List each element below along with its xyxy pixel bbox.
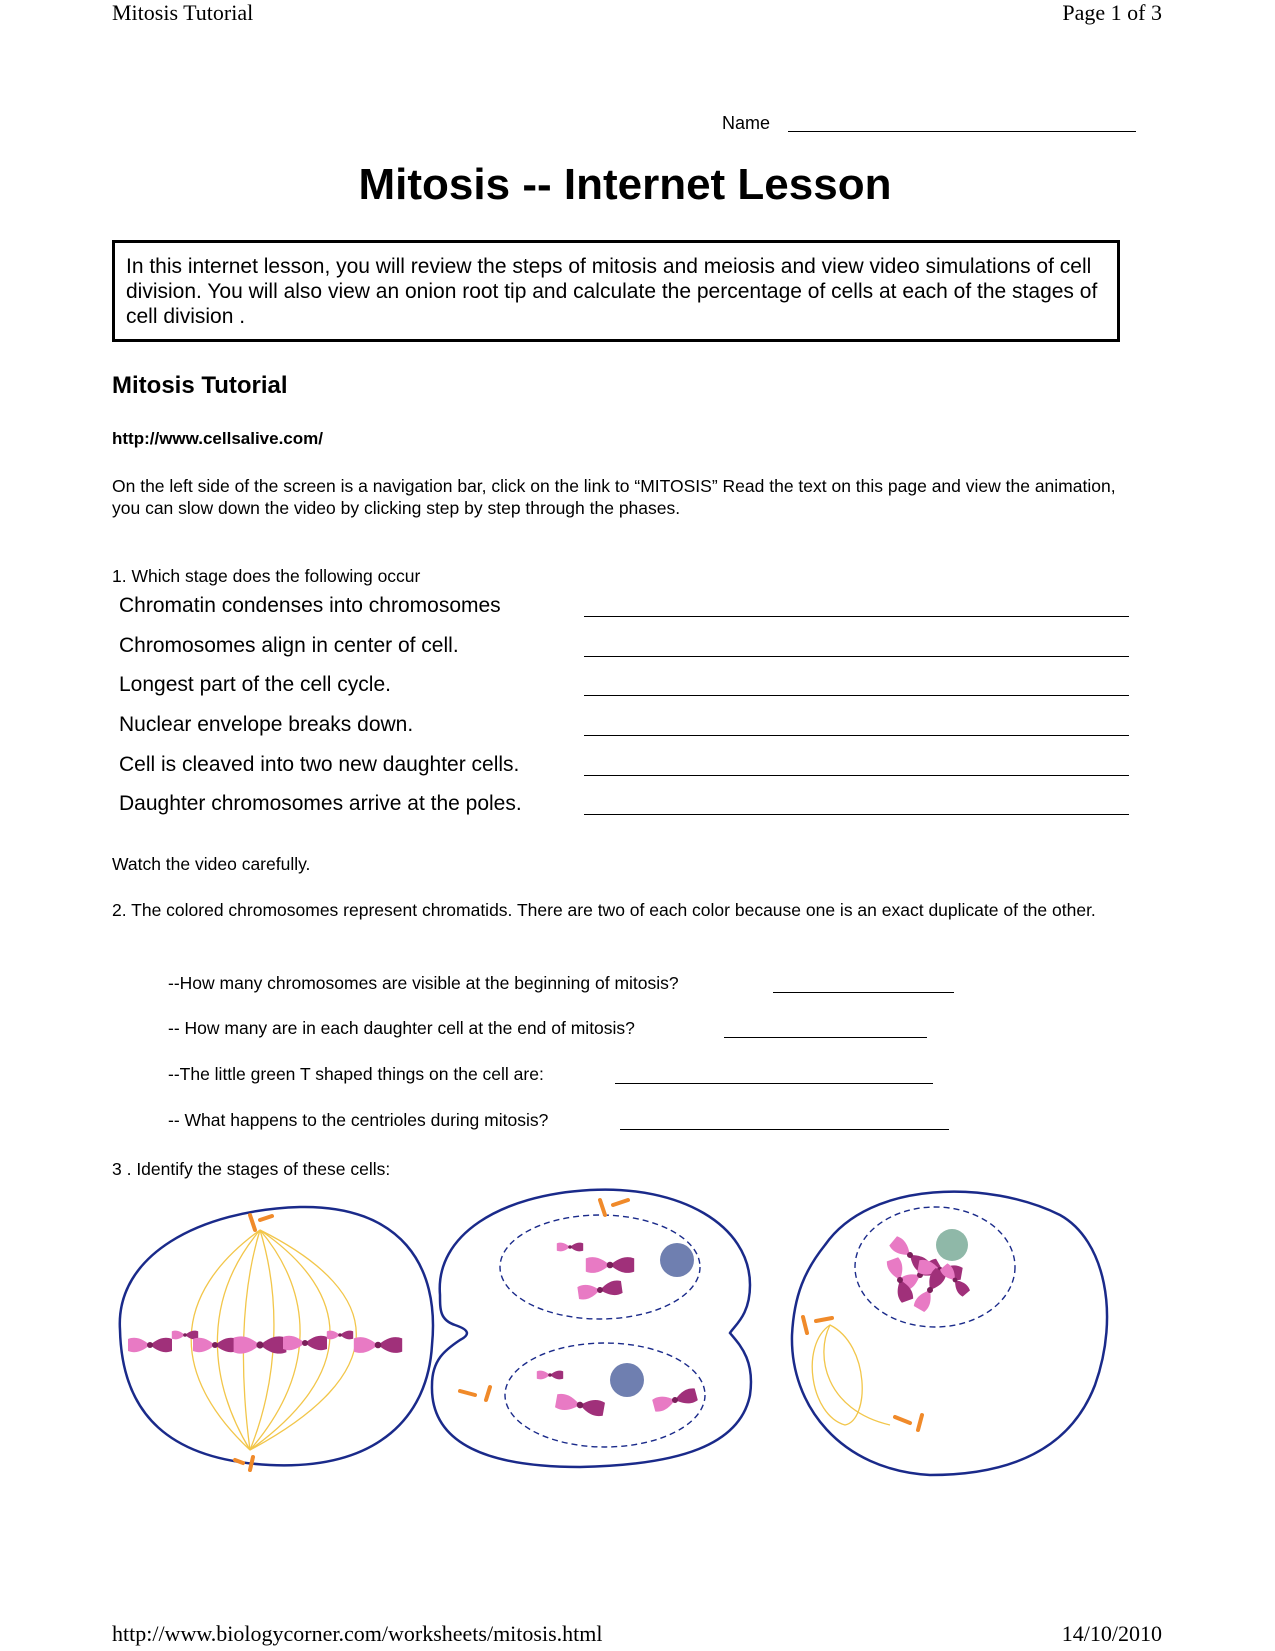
header-page-number: Page 1 of 3 <box>1062 0 1162 25</box>
centriole-icon <box>250 1215 272 1230</box>
answer-line[interactable] <box>615 1083 933 1084</box>
answer-line[interactable] <box>620 1129 949 1130</box>
footer-date: 14/10/2010 <box>1061 1621 1162 1646</box>
question1-item: Chromosomes align in center of cell. <box>119 634 459 657</box>
question1-item: Chromatin condenses into chromosomes <box>119 594 501 617</box>
telophase-cell <box>432 1190 751 1467</box>
answer-line[interactable] <box>584 616 1129 617</box>
prophase-cell <box>792 1192 1107 1475</box>
intro-text: In this internet lesson, you will review the steps of mitosis and meiosis and view video simulations of cell division. You will also view an onion root tip and calculate the percentage of cells at each of the stages of cell division . <box>126 255 1098 328</box>
nucleolus <box>936 1229 968 1261</box>
section-heading: Mitosis Tutorial <box>112 372 288 399</box>
nucleolus <box>660 1243 694 1277</box>
instructions-paragraph: On the left side of the screen is a navigation bar, click on the link to “MITOSIS” Read the text on this page and view the animation, you can slow down the video by clicking step by step through the phases. <box>112 476 1116 518</box>
answer-line[interactable] <box>584 735 1129 736</box>
centriole-icon <box>460 1387 490 1400</box>
question3-prompt: 3 . Identify the stages of these cells: <box>112 1159 391 1179</box>
question1-prompt: 1. Which stage does the following occur <box>112 566 421 586</box>
metaphase-cell <box>120 1207 433 1470</box>
answer-line[interactable] <box>584 656 1129 657</box>
footer-url: http://www.biologycorner.com/worksheets/mitosis.html <box>112 1621 603 1646</box>
watch-note: Watch the video carefully. <box>112 854 311 874</box>
question2-item: -- How many are in each daughter cell at the end of mitosis? <box>168 1018 635 1038</box>
cell-membrane <box>432 1190 751 1467</box>
answer-line[interactable] <box>584 775 1129 776</box>
centriole-icon <box>235 1457 253 1470</box>
header-left: Mitosis Tutorial <box>112 0 254 25</box>
question1-item: Longest part of the cell cycle. <box>119 673 391 696</box>
mitosis-cells-illustration <box>110 1185 1150 1505</box>
chromosome-row <box>128 1331 402 1354</box>
question2-item: --The little green T shaped things on the cell are: <box>168 1064 544 1084</box>
nuclear-envelope <box>505 1343 705 1447</box>
centriole-icon <box>895 1415 922 1430</box>
name-blank-line <box>788 131 1136 132</box>
page-title: Mitosis -- Internet Lesson <box>358 160 892 209</box>
question2-prompt: 2. The colored chromosomes represent chromatids. There are two of each color because one is an exact duplicate of the other. <box>112 900 1096 920</box>
nucleolus <box>610 1363 644 1397</box>
name-label: Name <box>722 113 771 133</box>
cell-membrane <box>120 1207 433 1465</box>
answer-line[interactable] <box>773 992 954 993</box>
question1-item: Nuclear envelope breaks down. <box>119 713 414 736</box>
cellsalive-link[interactable]: http://www.cellsalive.com/ <box>112 429 323 448</box>
answer-line[interactable] <box>584 814 1129 815</box>
question2-item: --How many chromosomes are visible at the beginning of mitosis? <box>168 973 679 993</box>
answer-line[interactable] <box>724 1037 927 1038</box>
question1-item: Daughter chromosomes arrive at the poles. <box>119 792 522 815</box>
answer-line[interactable] <box>584 695 1129 696</box>
question1-item: Cell is cleaved into two new daughter cells. <box>119 753 520 776</box>
question2-item: -- What happens to the centrioles during mitosis? <box>168 1110 549 1130</box>
centriole-icon <box>600 1200 628 1215</box>
